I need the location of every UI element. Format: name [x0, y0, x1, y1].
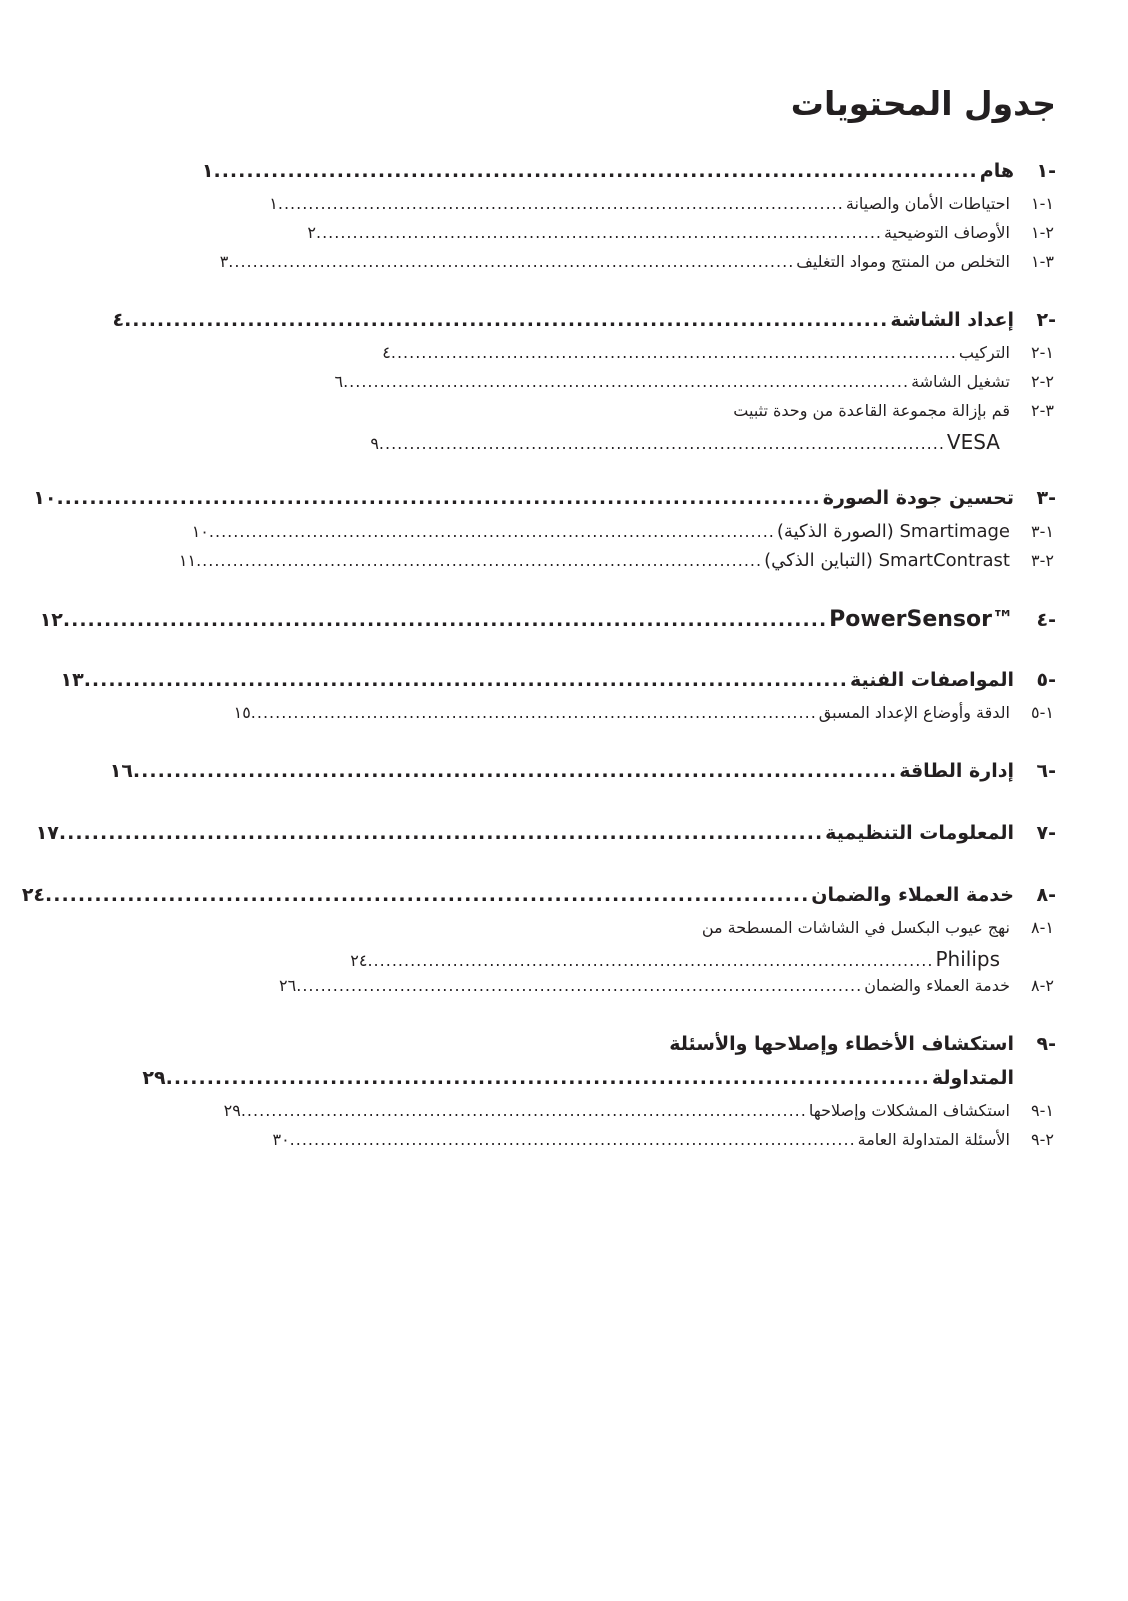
subsection-number: ١-٢ — [1031, 343, 1054, 362]
toc-subsection-2-3-cont[interactable] — [370, 430, 1056, 459]
page-number: ٩ — [370, 434, 379, 453]
subsection-number: ١-١ — [1031, 194, 1054, 213]
page-number: ٢٩ — [223, 1101, 241, 1120]
page-number: ١٠ — [191, 522, 209, 541]
toc-section-8[interactable] — [21, 884, 1056, 918]
subsection-title-cont: Philips — [935, 947, 1000, 971]
toc-subsection-2-1[interactable] — [382, 343, 1056, 372]
section-title: PowerSensor™ — [829, 607, 1014, 632]
page-number: ٣٠ — [272, 1130, 290, 1149]
subsection-title-cont: VESA — [946, 430, 1000, 454]
toc-section-4[interactable] — [39, 607, 1056, 641]
page-number: ٣ — [219, 252, 229, 271]
page-number: ٢ — [307, 223, 316, 242]
toc-subsection-8-1-cont[interactable] — [350, 947, 1056, 976]
page-title: جدول المحتويات — [790, 84, 1056, 123]
section-number: ٩- — [1036, 1033, 1056, 1055]
toc-section-2[interactable] — [112, 309, 1056, 343]
dot-leader: ............................................................................................. — [83, 669, 848, 691]
section-number: ٢- — [1036, 309, 1056, 331]
subsection-number: ١-٥ — [1031, 703, 1054, 722]
dot-leader: ............................................................................................. — [62, 609, 828, 631]
toc-section-9-cont[interactable] — [142, 1067, 1056, 1101]
toc-section-9[interactable] — [598, 1033, 1056, 1067]
page-number: ٤ — [112, 309, 125, 331]
page-number: ٢٤ — [350, 951, 368, 970]
dot-leader: ............................................................................................. — [124, 309, 889, 331]
subsection-number: ١-٨ — [1031, 918, 1054, 937]
page-number: ١ — [201, 160, 214, 182]
toc-subsection-2-2[interactable] — [334, 372, 1056, 401]
page-number: ١٦ — [109, 760, 133, 782]
dot-leader: ............................................................................................. — [165, 1067, 930, 1089]
subsection-title: نهج عيوب البكسل في الشاشات المسطحة من — [701, 918, 1010, 937]
subsection-number: ٢-١ — [1031, 223, 1054, 242]
dot-leader: ............................................................................................. — [240, 1101, 807, 1120]
section-number: ٦- — [1036, 760, 1056, 782]
subsection-title: تشغيل الشاشة — [911, 372, 1010, 391]
toc-section-1[interactable] — [201, 160, 1056, 194]
page-number: ١ — [269, 194, 278, 213]
toc-section-6[interactable] — [109, 760, 1056, 794]
section-title-cont: المتداولة — [931, 1067, 1014, 1089]
subsection-number: ١-٣ — [1031, 522, 1054, 541]
dot-leader: ............................................................................................. — [277, 194, 844, 213]
toc-subsection-1-2[interactable] — [307, 223, 1056, 252]
page-number: ٢٩ — [142, 1067, 166, 1089]
page-number: ١١ — [178, 551, 197, 570]
subsection-title: استكشاف المشكلات وإصلاحها — [808, 1101, 1010, 1120]
toc-subsection-2-3[interactable] — [598, 401, 1056, 430]
subsection-title: SmartContrast (التباين الذكي) — [764, 550, 1010, 571]
dot-leader: ............................................................................................. — [390, 343, 957, 362]
dot-leader: ............................................................................................. — [58, 822, 824, 844]
subsection-number: ٢-٩ — [1031, 1130, 1054, 1149]
page-number: ١٣ — [60, 669, 84, 691]
subsection-number: ٢-٣ — [1031, 551, 1054, 570]
toc-subsection-3-1[interactable] — [191, 521, 1056, 550]
subsection-title: الأوصاف التوضيحية — [884, 223, 1010, 242]
subsection-title: احتياطات الأمان والصيانة — [845, 194, 1010, 213]
section-number: ٨- — [1036, 884, 1056, 906]
subsection-number: ١-٩ — [1031, 1101, 1054, 1120]
page-number: ٢٤ — [21, 884, 46, 906]
toc-subsection-5-1[interactable] — [233, 703, 1056, 732]
toc-subsection-9-2[interactable] — [272, 1130, 1056, 1159]
subsection-title: الدقة وأوضاع الإعداد المسبق — [818, 703, 1010, 722]
dot-leader: ............................................................................................. — [316, 223, 882, 242]
section-number: ٥- — [1036, 669, 1056, 691]
toc-section-7[interactable] — [35, 822, 1056, 856]
page-number: ١٠ — [33, 487, 57, 509]
dot-leader: ............................................................................................. — [343, 372, 910, 391]
section-number: ٣- — [1036, 487, 1056, 509]
subsection-title: التخلص من المنتج ومواد التغليف — [796, 252, 1010, 271]
subsection-title: خدمة العملاء والضمان — [864, 976, 1010, 995]
page-number: ٦ — [334, 372, 344, 391]
dot-leader: ............................................................................................. — [289, 1130, 856, 1149]
page-number: ١٧ — [35, 822, 59, 844]
dot-leader: ............................................................................................. — [132, 760, 898, 782]
table-of-contents — [21, 160, 1056, 1159]
page-number: ٢٦ — [279, 976, 297, 995]
subsection-number: ٣-١ — [1031, 252, 1054, 271]
subsection-title: قم بإزالة مجموعة القاعدة من وحدة تثبيت — [733, 401, 1010, 420]
dot-leader: ............................................................................................. — [45, 884, 810, 906]
toc-subsection-3-2[interactable] — [178, 550, 1056, 579]
section-title: المواصفات الفنية — [849, 669, 1014, 691]
toc-subsection-9-1[interactable] — [223, 1101, 1056, 1130]
subsection-title: الأسئلة المتداولة العامة — [857, 1130, 1010, 1149]
section-number: ٧- — [1036, 822, 1056, 844]
section-title: المعلومات التنظيمية — [825, 822, 1014, 844]
section-title: خدمة العملاء والضمان — [811, 884, 1014, 906]
subsection-number: ٢-٨ — [1031, 976, 1054, 995]
toc-subsection-1-1[interactable] — [269, 194, 1056, 223]
toc-subsection-1-3[interactable] — [219, 252, 1056, 281]
section-title: إعداد الشاشة — [890, 309, 1014, 331]
section-title: إدارة الطاقة — [899, 760, 1014, 782]
subsection-title: Smartimage (الصورة الذكية) — [776, 521, 1010, 542]
dot-leader: ............................................................................................. — [367, 951, 934, 970]
toc-section-5[interactable] — [60, 669, 1056, 703]
dot-leader: ............................................................................................. — [213, 160, 978, 182]
section-title: هام — [979, 160, 1014, 182]
toc-subsection-8-2[interactable] — [279, 976, 1056, 1005]
section-number: ١- — [1036, 160, 1056, 182]
subsection-title: التركيب — [958, 343, 1010, 362]
dot-leader: ............................................................................................. — [228, 252, 795, 271]
section-title: استكشاف الأخطاء وإصلاحها والأسئلة — [669, 1033, 1014, 1055]
subsection-number: ٢-٢ — [1031, 372, 1054, 391]
dot-leader: ............................................................................................. — [250, 703, 817, 722]
toc-subsection-8-1[interactable] — [598, 918, 1056, 947]
page-number: ١٢ — [39, 609, 63, 631]
section-title: تحسين جودة الصورة — [822, 487, 1014, 509]
dot-leader: ............................................................................................. — [208, 522, 775, 541]
dot-leader: ............................................................................................. — [296, 976, 863, 995]
section-number: ٤- — [1036, 609, 1056, 631]
dot-leader: ............................................................................................. — [56, 487, 821, 509]
page-number: ٤ — [382, 343, 391, 362]
dot-leader: ............................................................................................. — [196, 551, 763, 570]
subsection-number: ٣-٢ — [1031, 401, 1054, 420]
toc-section-3[interactable] — [33, 487, 1056, 521]
page-number: ١٥ — [233, 703, 251, 722]
dot-leader: ............................................................................................. — [378, 434, 945, 453]
